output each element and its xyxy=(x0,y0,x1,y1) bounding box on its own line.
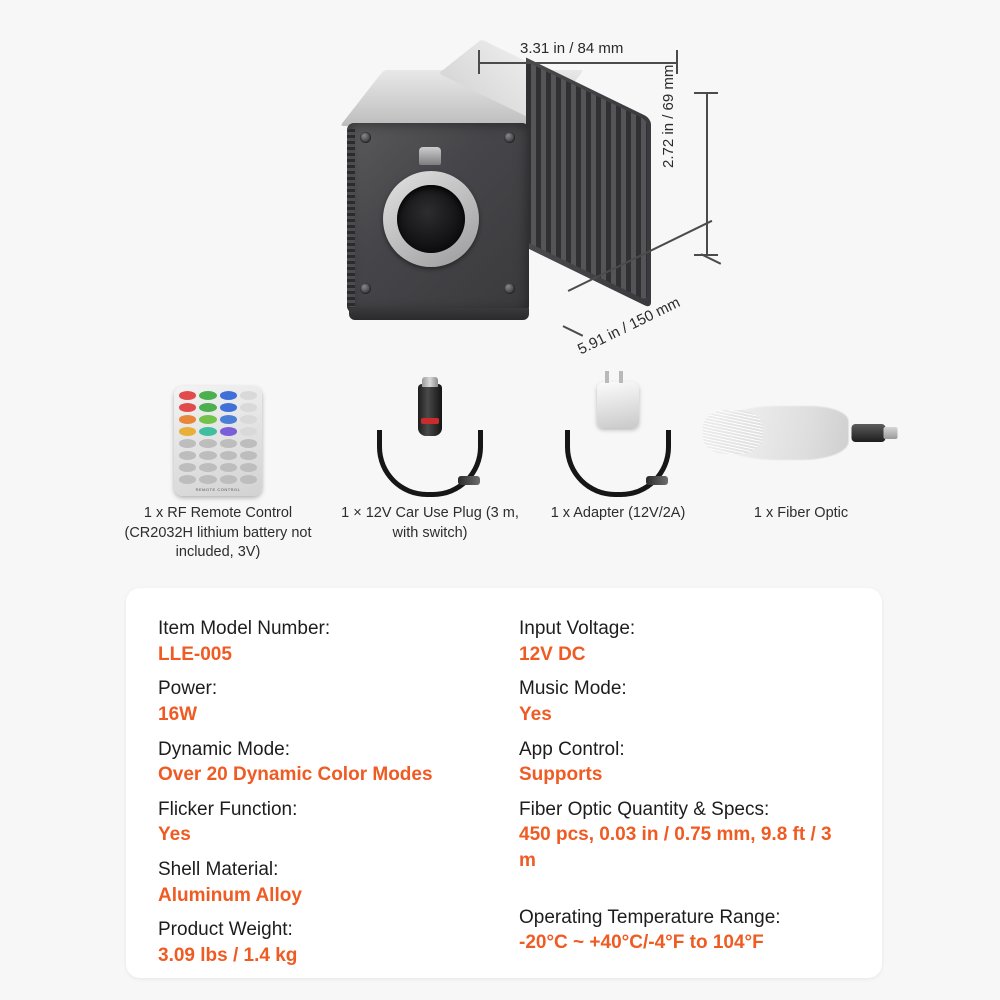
product-hero-image xyxy=(0,0,1000,380)
width-dimension-tick-left xyxy=(478,50,480,74)
spec-label: Fiber Optic Quantity & Specs: xyxy=(519,798,770,820)
spec-value: Aluminum Alloy xyxy=(158,884,302,906)
spec-value: -20°C ~ +40°C/-4°F to 104°F xyxy=(519,932,764,954)
accessory-fiber-optic xyxy=(706,378,896,524)
spec-label: Input Voltage: xyxy=(519,618,636,639)
spec-item-model-number xyxy=(158,616,489,667)
accessory-caption: 1 × 12V Car Use Plug (3 m, with switch) xyxy=(341,505,519,541)
spec-value: 12V DC xyxy=(519,643,586,665)
spec-item-input-voltage xyxy=(519,616,850,667)
screw-icon xyxy=(504,283,515,294)
fiber-port-aperture xyxy=(397,185,465,253)
power-adapter-icon xyxy=(528,378,708,498)
spec-label: Product Weight: xyxy=(158,919,293,941)
screw-icon xyxy=(504,132,515,143)
spec-value: Supports xyxy=(519,764,603,786)
device-heatsink-side xyxy=(526,58,651,309)
spec-item-fiber-quantity xyxy=(519,797,850,874)
spec-value: LLE-005 xyxy=(158,643,232,665)
spec-item-music-mode xyxy=(519,676,850,727)
accessory-caption: 1 x Fiber Optic xyxy=(753,505,849,521)
device-base xyxy=(349,308,529,320)
specifications-left-column xyxy=(158,616,489,967)
accessories-row xyxy=(0,370,1000,585)
fiber-port-clamp-knob xyxy=(419,147,441,165)
spec-label: Dynamic Mode: xyxy=(158,738,290,760)
car-plug-icon xyxy=(340,378,520,498)
depth-dimension-label: 5.91 in / 150 mm xyxy=(575,294,683,359)
spec-label: Item Model Number: xyxy=(158,618,331,639)
spec-value: Yes xyxy=(519,703,552,725)
accessory-car-plug xyxy=(340,378,520,543)
spec-value: Over 20 Dynamic Color Modes xyxy=(158,764,433,786)
spec-item-app-control xyxy=(519,737,850,788)
spec-value: Yes xyxy=(158,824,191,846)
spec-value: 16W xyxy=(158,703,198,725)
spec-item-shell-material xyxy=(158,857,489,908)
fiber-output-port xyxy=(383,171,479,267)
height-dimension-line xyxy=(706,92,708,256)
accessory-rf-remote-control xyxy=(108,378,328,563)
height-dimension-label: 2.72 in / 69 mm xyxy=(660,64,677,168)
remote-control-icon xyxy=(108,378,328,498)
height-dimension-tick-top xyxy=(694,92,718,94)
device-front-panel xyxy=(347,123,529,313)
accessory-caption: 1 x RF Remote Control (CR2032H lithium battery not included, 3V) xyxy=(124,505,312,561)
spec-item-product-weight xyxy=(158,917,489,968)
specifications-right-column xyxy=(519,616,850,954)
spec-item-operating-temperature xyxy=(519,905,850,956)
spec-label: App Control: xyxy=(519,738,625,760)
screw-icon xyxy=(360,132,371,143)
accessory-power-adapter xyxy=(528,378,708,524)
spec-item-power xyxy=(158,676,489,727)
spec-label: Music Mode: xyxy=(519,678,627,700)
spec-label: Power: xyxy=(158,678,218,700)
accessory-caption: 1 x Adapter (12V/2A) xyxy=(550,505,686,521)
width-dimension-label: 3.31 in / 84 mm xyxy=(520,40,624,57)
spec-item-dynamic-mode xyxy=(158,737,489,788)
specifications-card xyxy=(126,588,882,978)
width-dimension-line xyxy=(478,62,678,64)
heatsink-fins xyxy=(526,62,647,301)
depth-dimension-tick-near xyxy=(563,325,583,336)
screw-icon xyxy=(360,283,371,294)
fiber-optic-icon xyxy=(706,378,896,498)
spec-value: 3.09 lbs / 1.4 kg xyxy=(158,945,298,967)
spec-item-flicker-function xyxy=(158,797,489,848)
spacer xyxy=(519,883,850,905)
spec-label: Flicker Function: xyxy=(158,798,298,820)
remote-brand-label: REMOTE CONTROL xyxy=(195,486,241,492)
spec-label: Operating Temperature Range: xyxy=(519,906,781,928)
spec-label: Shell Material: xyxy=(158,859,279,881)
spec-value: 450 pcs, 0.03 in / 0.75 mm, 9.8 ft / 3 m xyxy=(519,824,832,872)
